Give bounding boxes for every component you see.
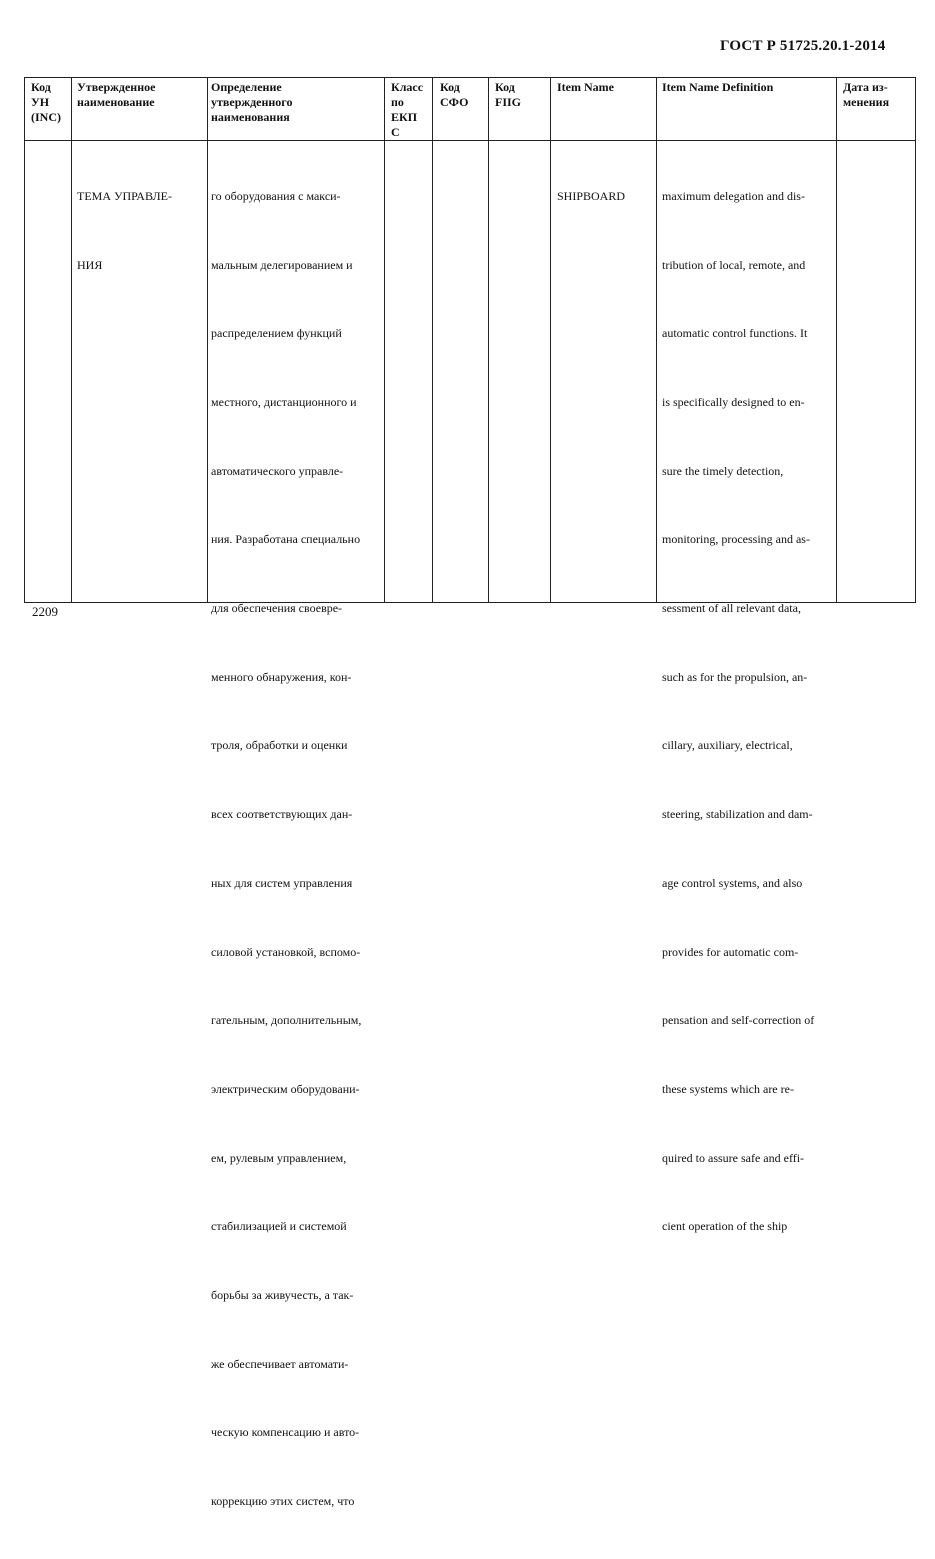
approved-name-cell (77, 139, 172, 322)
definition-line: гательным, дополнительным, (211, 1013, 362, 1028)
definition-en-line: provides for automatic com- (662, 944, 799, 959)
definition-en-line: quired to assure safe and effi- (662, 1150, 805, 1165)
item-name-cell (557, 139, 625, 254)
definition-line: го оборудования с макси- (211, 188, 341, 203)
definition-en-line: sure the timely detection, (662, 463, 784, 478)
definition-line: же обеспечивает автомати- (211, 1356, 349, 1371)
definition-line: местного, дистанционного и (211, 394, 357, 409)
header-definition: Определение утвержденного наименования (211, 80, 293, 124)
definition-en-line: pensation and self-correction of (662, 1013, 815, 1028)
definition-en-line: cillary, auxiliary, electrical, (662, 738, 793, 753)
header-approved-name: Утвержденное наименование (77, 80, 156, 109)
item-name-definition-cell (662, 139, 814, 1284)
definition-line: мальным делегированием и (211, 257, 353, 272)
definition-line: ных для систем управления (211, 875, 353, 890)
page-number: 2209 (32, 604, 58, 619)
header-item-name-definition: Item Name Definition (662, 80, 774, 94)
approved-name-line: ТЕМА УПРАВЛЕ- (77, 188, 172, 203)
definition-en-line: such as for the propulsion, an- (662, 669, 808, 684)
definition-en-line: is specifically designed to en- (662, 394, 805, 409)
definition-ru-cell (211, 139, 361, 1559)
definition-line: коррекцию этих систем, что (211, 1494, 355, 1509)
definition-line: борьбы за живучесть, а так- (211, 1288, 354, 1303)
definition-en-line: automatic control functions. It (662, 326, 808, 341)
column-divider (488, 78, 489, 602)
definition-line: электрическим оборудовани- (211, 1081, 360, 1096)
document-code: ГОСТ Р 51725.20.1-2014 (720, 38, 886, 54)
definition-line: распределением функций (211, 326, 342, 341)
header-item-name: Item Name (557, 80, 614, 94)
header-code-sfo: Код СФО (440, 80, 469, 109)
header-change-date: Дата из- менения (843, 80, 890, 109)
column-divider (656, 78, 657, 602)
column-divider (207, 78, 208, 602)
definition-line: для обеспечения своевре- (211, 601, 343, 616)
definition-en-line: sessment of all relevant data, (662, 601, 801, 616)
header-inc-code: Код УН (INC) (31, 80, 61, 124)
definition-en-line: cient operation of the ship (662, 1219, 788, 1234)
definition-line: ческую компенсацию и авто- (211, 1425, 360, 1440)
approved-name-line: НИЯ (77, 257, 103, 272)
definition-line: ния. Разработана специально (211, 532, 361, 547)
definition-line: всех соответствующих дан- (211, 807, 353, 822)
item-name-value: SHIPBOARD (557, 188, 626, 203)
column-divider (384, 78, 385, 602)
definition-line: стабилизацией и системой (211, 1219, 347, 1234)
header-class-ekps: Класс по ЕКП С (391, 80, 424, 139)
definition-en-line: monitoring, processing and as- (662, 532, 810, 547)
definition-en-line: steering, stabilization and dam- (662, 807, 813, 822)
header-code-fiig: Код FIIG (495, 80, 522, 109)
definition-en-line: maximum delegation and dis- (662, 188, 805, 203)
definition-line: силовой установкой, вспомо- (211, 944, 361, 959)
column-divider (432, 78, 433, 602)
column-divider (71, 78, 72, 602)
definition-en-line: age control systems, and also (662, 875, 803, 890)
definition-en-line: these systems which are re- (662, 1081, 794, 1096)
definition-line: ем, рулевым управлением, (211, 1150, 347, 1165)
column-divider (836, 78, 837, 602)
definition-line: автоматического управле- (211, 463, 344, 478)
column-divider (550, 78, 551, 602)
definition-en-line: tribution of local, remote, and (662, 257, 806, 272)
definition-line: троля, обработки и оценки (211, 738, 348, 753)
definition-line: менного обнаружения, кон- (211, 669, 352, 684)
